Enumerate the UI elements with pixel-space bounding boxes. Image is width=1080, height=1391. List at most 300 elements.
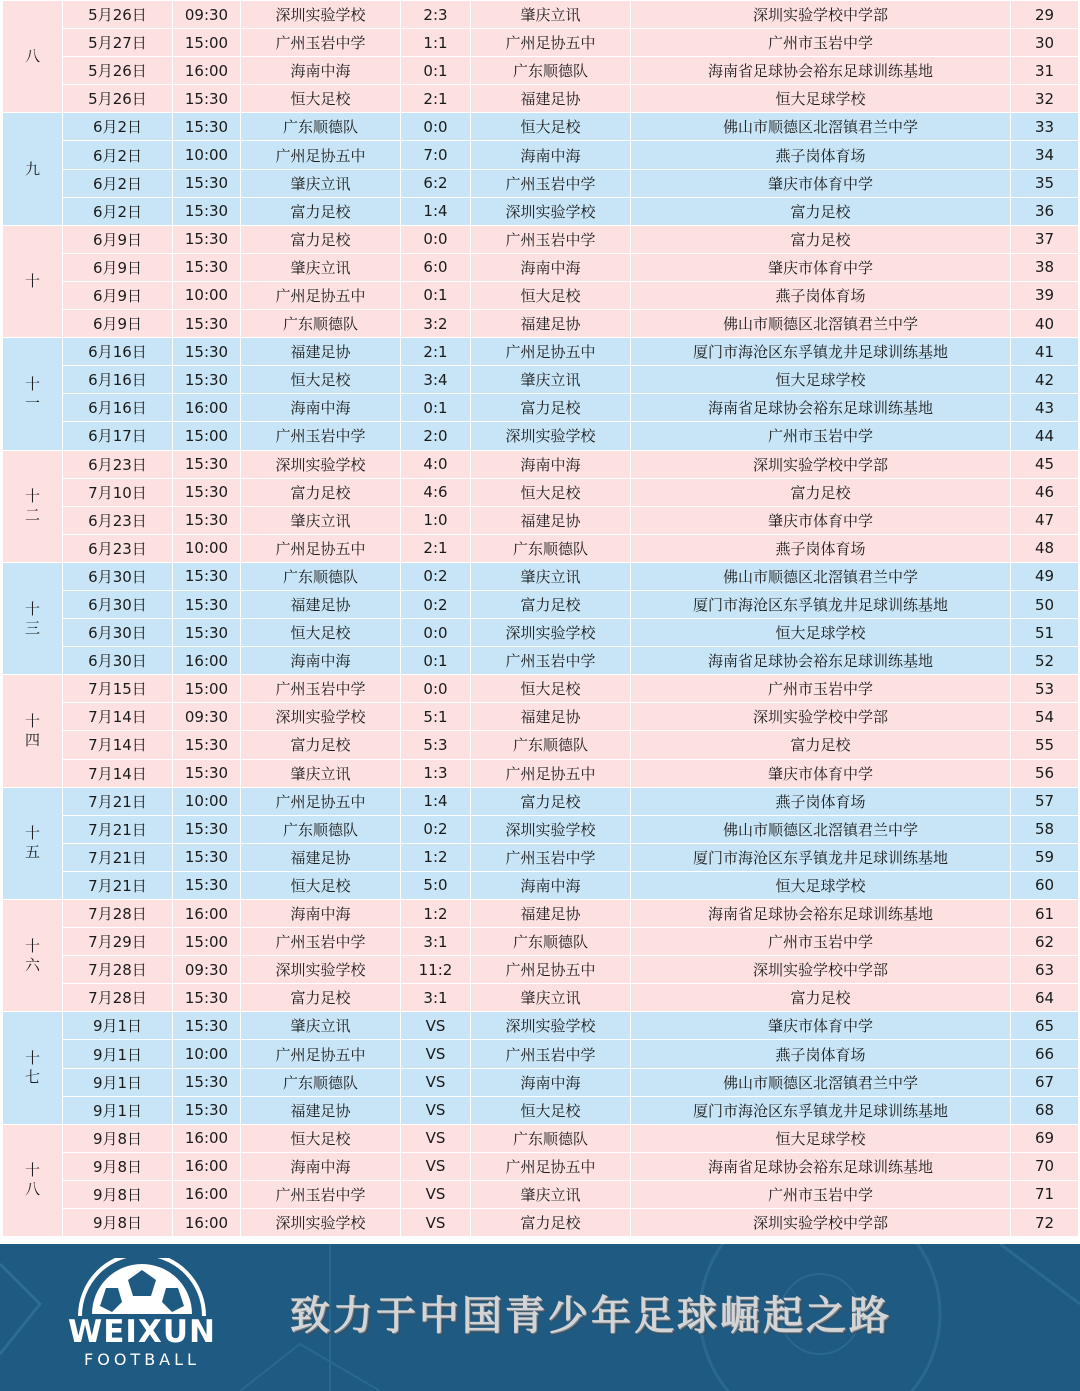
match-score: 1:2 <box>401 900 471 928</box>
match-score: 2:3 <box>401 1 471 29</box>
match-score: 2:1 <box>401 534 471 562</box>
round-cell <box>3 900 63 1012</box>
home-team: 广州玉岩中学 <box>241 675 401 703</box>
away-team: 广州玉岩中学 <box>471 843 631 871</box>
match-date: 6月9日 <box>63 310 173 338</box>
match-row <box>3 787 1079 815</box>
away-team: 广东顺德队 <box>471 1124 631 1152</box>
match-time: 15:30 <box>173 338 241 366</box>
home-team: 海南中海 <box>241 647 401 675</box>
match-venue: 广州市玉岩中学 <box>631 29 1011 57</box>
match-venue: 佛山市顺德区北滘镇君兰中学 <box>631 1068 1011 1096</box>
match-venue: 富力足校 <box>631 731 1011 759</box>
match-score: 1:1 <box>401 29 471 57</box>
match-venue: 海南省足球协会裕东足球训练基地 <box>631 900 1011 928</box>
match-score: 4:6 <box>401 478 471 506</box>
home-team: 恒大足校 <box>241 85 401 113</box>
away-team: 广州玉岩中学 <box>471 225 631 253</box>
away-team: 广东顺德队 <box>471 534 631 562</box>
home-team: 广州足协五中 <box>241 787 401 815</box>
match-date: 7月21日 <box>63 843 173 871</box>
match-number: 55 <box>1011 731 1079 759</box>
home-team: 广东顺德队 <box>241 1068 401 1096</box>
match-number: 64 <box>1011 984 1079 1012</box>
away-team: 富力足校 <box>471 394 631 422</box>
match-row <box>3 731 1079 759</box>
match-row <box>3 759 1079 787</box>
match-row <box>3 366 1079 394</box>
home-team: 广州足协五中 <box>241 1040 401 1068</box>
match-date: 7月15日 <box>63 675 173 703</box>
away-team: 恒大足校 <box>471 478 631 506</box>
match-row <box>3 29 1079 57</box>
match-time: 15:30 <box>173 310 241 338</box>
match-time: 15:00 <box>173 675 241 703</box>
match-row <box>3 1012 1079 1040</box>
away-team: 深圳实验学校 <box>471 815 631 843</box>
match-time: 10:00 <box>173 281 241 309</box>
away-team: 肇庆立讯 <box>471 1 631 29</box>
round-label: 十三 <box>24 599 40 637</box>
match-score: 0:1 <box>401 281 471 309</box>
match-score: 1:0 <box>401 506 471 534</box>
away-team: 广东顺德队 <box>471 731 631 759</box>
match-venue: 厦门市海沧区东孚镇龙井足球训练基地 <box>631 590 1011 618</box>
match-time: 10:00 <box>173 787 241 815</box>
match-venue: 燕子岗体育场 <box>631 281 1011 309</box>
match-time: 09:30 <box>173 703 241 731</box>
match-row <box>3 956 1079 984</box>
match-score: 0:1 <box>401 394 471 422</box>
match-date: 7月28日 <box>63 900 173 928</box>
match-date: 6月2日 <box>63 197 173 225</box>
match-number: 50 <box>1011 590 1079 618</box>
round-cell <box>3 113 63 225</box>
match-number: 35 <box>1011 169 1079 197</box>
away-team: 福建足协 <box>471 310 631 338</box>
match-score: 3:4 <box>401 366 471 394</box>
match-date: 7月14日 <box>63 703 173 731</box>
match-score: 0:0 <box>401 113 471 141</box>
match-score: 4:0 <box>401 450 471 478</box>
match-row <box>3 113 1079 141</box>
match-number: 53 <box>1011 675 1079 703</box>
match-score: 0:2 <box>401 590 471 618</box>
away-team: 广州玉岩中学 <box>471 647 631 675</box>
match-score: 7:0 <box>401 141 471 169</box>
match-row <box>3 169 1079 197</box>
round-label: 十四 <box>24 711 40 749</box>
away-team: 恒大足校 <box>471 1096 631 1124</box>
home-team: 富力足校 <box>241 197 401 225</box>
weixun-logo <box>62 1258 222 1382</box>
home-team: 富力足校 <box>241 731 401 759</box>
home-team: 福建足协 <box>241 1096 401 1124</box>
match-number: 33 <box>1011 113 1079 141</box>
match-date: 6月2日 <box>63 141 173 169</box>
match-score: VS <box>401 1152 471 1180</box>
away-team: 海南中海 <box>471 1068 631 1096</box>
match-date: 6月17日 <box>63 422 173 450</box>
match-row <box>3 422 1079 450</box>
match-score: 6:0 <box>401 253 471 281</box>
match-row <box>3 197 1079 225</box>
match-venue: 肇庆市体育中学 <box>631 506 1011 534</box>
round-cell <box>3 338 63 450</box>
schedule-body <box>3 1 1079 1237</box>
home-team: 广东顺德队 <box>241 815 401 843</box>
match-time: 16:00 <box>173 57 241 85</box>
match-date: 5月26日 <box>63 85 173 113</box>
round-cell <box>3 675 63 787</box>
match-date: 9月8日 <box>63 1152 173 1180</box>
match-time: 15:30 <box>173 225 241 253</box>
match-score: 5:0 <box>401 871 471 899</box>
match-score: VS <box>401 1209 471 1237</box>
match-score: 0:0 <box>401 619 471 647</box>
match-number: 59 <box>1011 843 1079 871</box>
match-venue: 恒大足球学校 <box>631 366 1011 394</box>
match-row <box>3 394 1079 422</box>
match-venue: 燕子岗体育场 <box>631 141 1011 169</box>
round-cell <box>3 1012 63 1124</box>
home-team: 海南中海 <box>241 57 401 85</box>
match-number: 47 <box>1011 506 1079 534</box>
away-team: 肇庆立讯 <box>471 366 631 394</box>
match-time: 15:30 <box>173 1096 241 1124</box>
home-team: 肇庆立讯 <box>241 169 401 197</box>
home-team: 富力足校 <box>241 225 401 253</box>
match-number: 51 <box>1011 619 1079 647</box>
match-date: 6月23日 <box>63 534 173 562</box>
match-number: 30 <box>1011 29 1079 57</box>
match-date: 7月29日 <box>63 928 173 956</box>
home-team: 深圳实验学校 <box>241 450 401 478</box>
match-date: 9月1日 <box>63 1040 173 1068</box>
match-time: 15:30 <box>173 506 241 534</box>
match-row <box>3 1068 1079 1096</box>
match-time: 15:30 <box>173 562 241 590</box>
match-venue: 佛山市顺德区北滘镇君兰中学 <box>631 113 1011 141</box>
match-number: 61 <box>1011 900 1079 928</box>
match-row <box>3 57 1079 85</box>
match-time: 16:00 <box>173 1209 241 1237</box>
match-score: VS <box>401 1068 471 1096</box>
match-number: 41 <box>1011 338 1079 366</box>
match-venue: 佛山市顺德区北滘镇君兰中学 <box>631 562 1011 590</box>
match-score: 1:2 <box>401 843 471 871</box>
away-team: 深圳实验学校 <box>471 197 631 225</box>
match-time: 10:00 <box>173 1040 241 1068</box>
match-time: 15:30 <box>173 1012 241 1040</box>
match-number: 70 <box>1011 1152 1079 1180</box>
match-time: 15:30 <box>173 1068 241 1096</box>
match-venue: 海南省足球协会裕东足球训练基地 <box>631 647 1011 675</box>
match-date: 6月9日 <box>63 253 173 281</box>
match-venue: 燕子岗体育场 <box>631 787 1011 815</box>
slogan: 致力于中国青少年足球崛起之路 <box>290 1293 892 1339</box>
match-time: 16:00 <box>173 1180 241 1208</box>
away-team: 海南中海 <box>471 871 631 899</box>
match-date: 6月16日 <box>63 338 173 366</box>
match-number: 40 <box>1011 310 1079 338</box>
match-date: 7月21日 <box>63 815 173 843</box>
round-label: 十一 <box>24 374 40 412</box>
match-time: 15:30 <box>173 619 241 647</box>
match-row <box>3 1209 1079 1237</box>
match-number: 49 <box>1011 562 1079 590</box>
match-number: 44 <box>1011 422 1079 450</box>
round-cell <box>3 562 63 674</box>
home-team: 深圳实验学校 <box>241 956 401 984</box>
match-number: 52 <box>1011 647 1079 675</box>
match-time: 15:30 <box>173 253 241 281</box>
match-time: 15:30 <box>173 478 241 506</box>
match-venue: 燕子岗体育场 <box>631 1040 1011 1068</box>
home-team: 福建足协 <box>241 843 401 871</box>
match-number: 54 <box>1011 703 1079 731</box>
logo-wordmark: WEIXUN <box>68 1314 216 1350</box>
match-number: 72 <box>1011 1209 1079 1237</box>
match-score: 11:2 <box>401 956 471 984</box>
home-team: 肇庆立讯 <box>241 253 401 281</box>
match-row <box>3 647 1079 675</box>
match-row <box>3 675 1079 703</box>
match-row <box>3 1180 1079 1208</box>
away-team: 富力足校 <box>471 1209 631 1237</box>
match-time: 15:30 <box>173 366 241 394</box>
match-score: 0:1 <box>401 647 471 675</box>
away-team: 广州足协五中 <box>471 1152 631 1180</box>
round-label: 十七 <box>24 1049 40 1087</box>
match-date: 5月26日 <box>63 57 173 85</box>
match-venue: 海南省足球协会裕东足球训练基地 <box>631 394 1011 422</box>
round-label: 十五 <box>24 824 40 862</box>
home-team: 福建足协 <box>241 590 401 618</box>
away-team: 肇庆立讯 <box>471 1180 631 1208</box>
away-team: 深圳实验学校 <box>471 619 631 647</box>
match-score: 0:1 <box>401 57 471 85</box>
match-score: VS <box>401 1040 471 1068</box>
match-row <box>3 478 1079 506</box>
match-time: 10:00 <box>173 534 241 562</box>
match-time: 15:30 <box>173 450 241 478</box>
home-team: 海南中海 <box>241 1152 401 1180</box>
match-score: VS <box>401 1012 471 1040</box>
match-number: 48 <box>1011 534 1079 562</box>
match-date: 5月26日 <box>63 1 173 29</box>
match-date: 9月8日 <box>63 1124 173 1152</box>
match-row <box>3 534 1079 562</box>
home-team: 恒大足校 <box>241 1124 401 1152</box>
match-venue: 海南省足球协会裕东足球训练基地 <box>631 1152 1011 1180</box>
match-row <box>3 900 1079 928</box>
match-venue: 广州市玉岩中学 <box>631 928 1011 956</box>
home-team: 广州玉岩中学 <box>241 1180 401 1208</box>
match-venue: 肇庆市体育中学 <box>631 169 1011 197</box>
match-date: 6月30日 <box>63 647 173 675</box>
match-row <box>3 984 1079 1012</box>
match-score: 1:3 <box>401 759 471 787</box>
match-venue: 深圳实验学校中学部 <box>631 956 1011 984</box>
away-team: 恒大足校 <box>471 675 631 703</box>
match-venue: 肇庆市体育中学 <box>631 1012 1011 1040</box>
match-time: 09:30 <box>173 956 241 984</box>
home-team: 福建足协 <box>241 338 401 366</box>
match-number: 65 <box>1011 1012 1079 1040</box>
away-team: 广州玉岩中学 <box>471 169 631 197</box>
match-row <box>3 1096 1079 1124</box>
match-date: 6月16日 <box>63 394 173 422</box>
match-venue: 广州市玉岩中学 <box>631 1180 1011 1208</box>
round-label: 十八 <box>24 1161 40 1199</box>
round-label: 十二 <box>24 487 40 525</box>
match-time: 16:00 <box>173 394 241 422</box>
match-date: 6月2日 <box>63 113 173 141</box>
match-time: 15:00 <box>173 29 241 57</box>
match-venue: 厦门市海沧区东孚镇龙井足球训练基地 <box>631 1096 1011 1124</box>
match-number: 38 <box>1011 253 1079 281</box>
match-row <box>3 141 1079 169</box>
match-score: 1:4 <box>401 197 471 225</box>
away-team: 海南中海 <box>471 450 631 478</box>
round-cell <box>3 1 63 113</box>
match-score: 3:2 <box>401 310 471 338</box>
match-number: 57 <box>1011 787 1079 815</box>
home-team: 广州足协五中 <box>241 534 401 562</box>
home-team: 深圳实验学校 <box>241 1 401 29</box>
match-date: 9月8日 <box>63 1180 173 1208</box>
match-time: 10:00 <box>173 141 241 169</box>
match-number: 36 <box>1011 197 1079 225</box>
match-score: 1:4 <box>401 787 471 815</box>
match-score: 0:2 <box>401 815 471 843</box>
away-team: 恒大足校 <box>471 281 631 309</box>
round-cell <box>3 225 63 337</box>
away-team: 富力足校 <box>471 590 631 618</box>
home-team: 海南中海 <box>241 394 401 422</box>
match-venue: 深圳实验学校中学部 <box>631 703 1011 731</box>
match-date: 9月1日 <box>63 1012 173 1040</box>
match-venue: 海南省足球协会裕东足球训练基地 <box>631 57 1011 85</box>
match-number: 63 <box>1011 956 1079 984</box>
home-team: 海南中海 <box>241 900 401 928</box>
away-team: 海南中海 <box>471 141 631 169</box>
home-team: 广州玉岩中学 <box>241 422 401 450</box>
match-number: 31 <box>1011 57 1079 85</box>
match-score: 6:2 <box>401 169 471 197</box>
away-team: 福建足协 <box>471 85 631 113</box>
home-team: 广州足协五中 <box>241 281 401 309</box>
home-team: 广州玉岩中学 <box>241 928 401 956</box>
round-label: 十 <box>24 271 40 290</box>
match-score: 2:1 <box>401 338 471 366</box>
match-row <box>3 1152 1079 1180</box>
match-time: 15:30 <box>173 759 241 787</box>
away-team: 深圳实验学校 <box>471 1012 631 1040</box>
match-venue: 佛山市顺德区北滘镇君兰中学 <box>631 310 1011 338</box>
match-time: 15:30 <box>173 590 241 618</box>
match-date: 6月9日 <box>63 281 173 309</box>
match-score: 3:1 <box>401 984 471 1012</box>
round-cell <box>3 450 63 562</box>
match-venue: 富力足校 <box>631 478 1011 506</box>
home-team: 肇庆立讯 <box>241 1012 401 1040</box>
away-team: 广东顺德队 <box>471 57 631 85</box>
away-team: 广东顺德队 <box>471 928 631 956</box>
away-team: 富力足校 <box>471 787 631 815</box>
match-venue: 恒大足球学校 <box>631 619 1011 647</box>
match-date: 7月28日 <box>63 956 173 984</box>
match-number: 69 <box>1011 1124 1079 1152</box>
match-number: 62 <box>1011 928 1079 956</box>
match-venue: 佛山市顺德区北滘镇君兰中学 <box>631 815 1011 843</box>
round-label: 八 <box>24 47 40 66</box>
match-venue: 富力足校 <box>631 984 1011 1012</box>
match-row <box>3 815 1079 843</box>
match-row <box>3 85 1079 113</box>
round-label: 十六 <box>24 936 40 974</box>
match-score: 5:1 <box>401 703 471 731</box>
match-time: 15:30 <box>173 843 241 871</box>
match-date: 5月27日 <box>63 29 173 57</box>
match-time: 15:30 <box>173 984 241 1012</box>
match-date: 6月30日 <box>63 590 173 618</box>
match-row <box>3 703 1079 731</box>
match-number: 60 <box>1011 871 1079 899</box>
footer-banner <box>0 1244 1080 1391</box>
away-team: 深圳实验学校 <box>471 422 631 450</box>
match-time: 15:30 <box>173 113 241 141</box>
match-row <box>3 928 1079 956</box>
away-team: 广州足协五中 <box>471 759 631 787</box>
home-team: 恒大足校 <box>241 871 401 899</box>
match-number: 32 <box>1011 85 1079 113</box>
match-date: 7月21日 <box>63 871 173 899</box>
match-row <box>3 253 1079 281</box>
match-venue: 广州市玉岩中学 <box>631 422 1011 450</box>
match-time: 15:00 <box>173 422 241 450</box>
away-team: 恒大足校 <box>471 113 631 141</box>
match-date: 9月1日 <box>63 1096 173 1124</box>
match-row <box>3 310 1079 338</box>
match-row <box>3 590 1079 618</box>
match-venue: 深圳实验学校中学部 <box>631 1 1011 29</box>
match-row <box>3 225 1079 253</box>
home-team: 深圳实验学校 <box>241 703 401 731</box>
match-date: 7月14日 <box>63 731 173 759</box>
match-number: 37 <box>1011 225 1079 253</box>
match-venue: 恒大足球学校 <box>631 85 1011 113</box>
match-number: 34 <box>1011 141 1079 169</box>
home-team: 广东顺德队 <box>241 310 401 338</box>
match-score: VS <box>401 1096 471 1124</box>
match-number: 39 <box>1011 281 1079 309</box>
home-team: 肇庆立讯 <box>241 759 401 787</box>
match-date: 7月14日 <box>63 759 173 787</box>
match-venue: 燕子岗体育场 <box>631 534 1011 562</box>
schedule-table <box>2 0 1079 1237</box>
match-date: 6月23日 <box>63 506 173 534</box>
round-cell <box>3 787 63 899</box>
match-time: 15:00 <box>173 928 241 956</box>
match-number: 68 <box>1011 1096 1079 1124</box>
away-team: 福建足协 <box>471 703 631 731</box>
match-number: 45 <box>1011 450 1079 478</box>
home-team: 广东顺德队 <box>241 113 401 141</box>
home-team: 深圳实验学校 <box>241 1209 401 1237</box>
match-time: 15:30 <box>173 169 241 197</box>
